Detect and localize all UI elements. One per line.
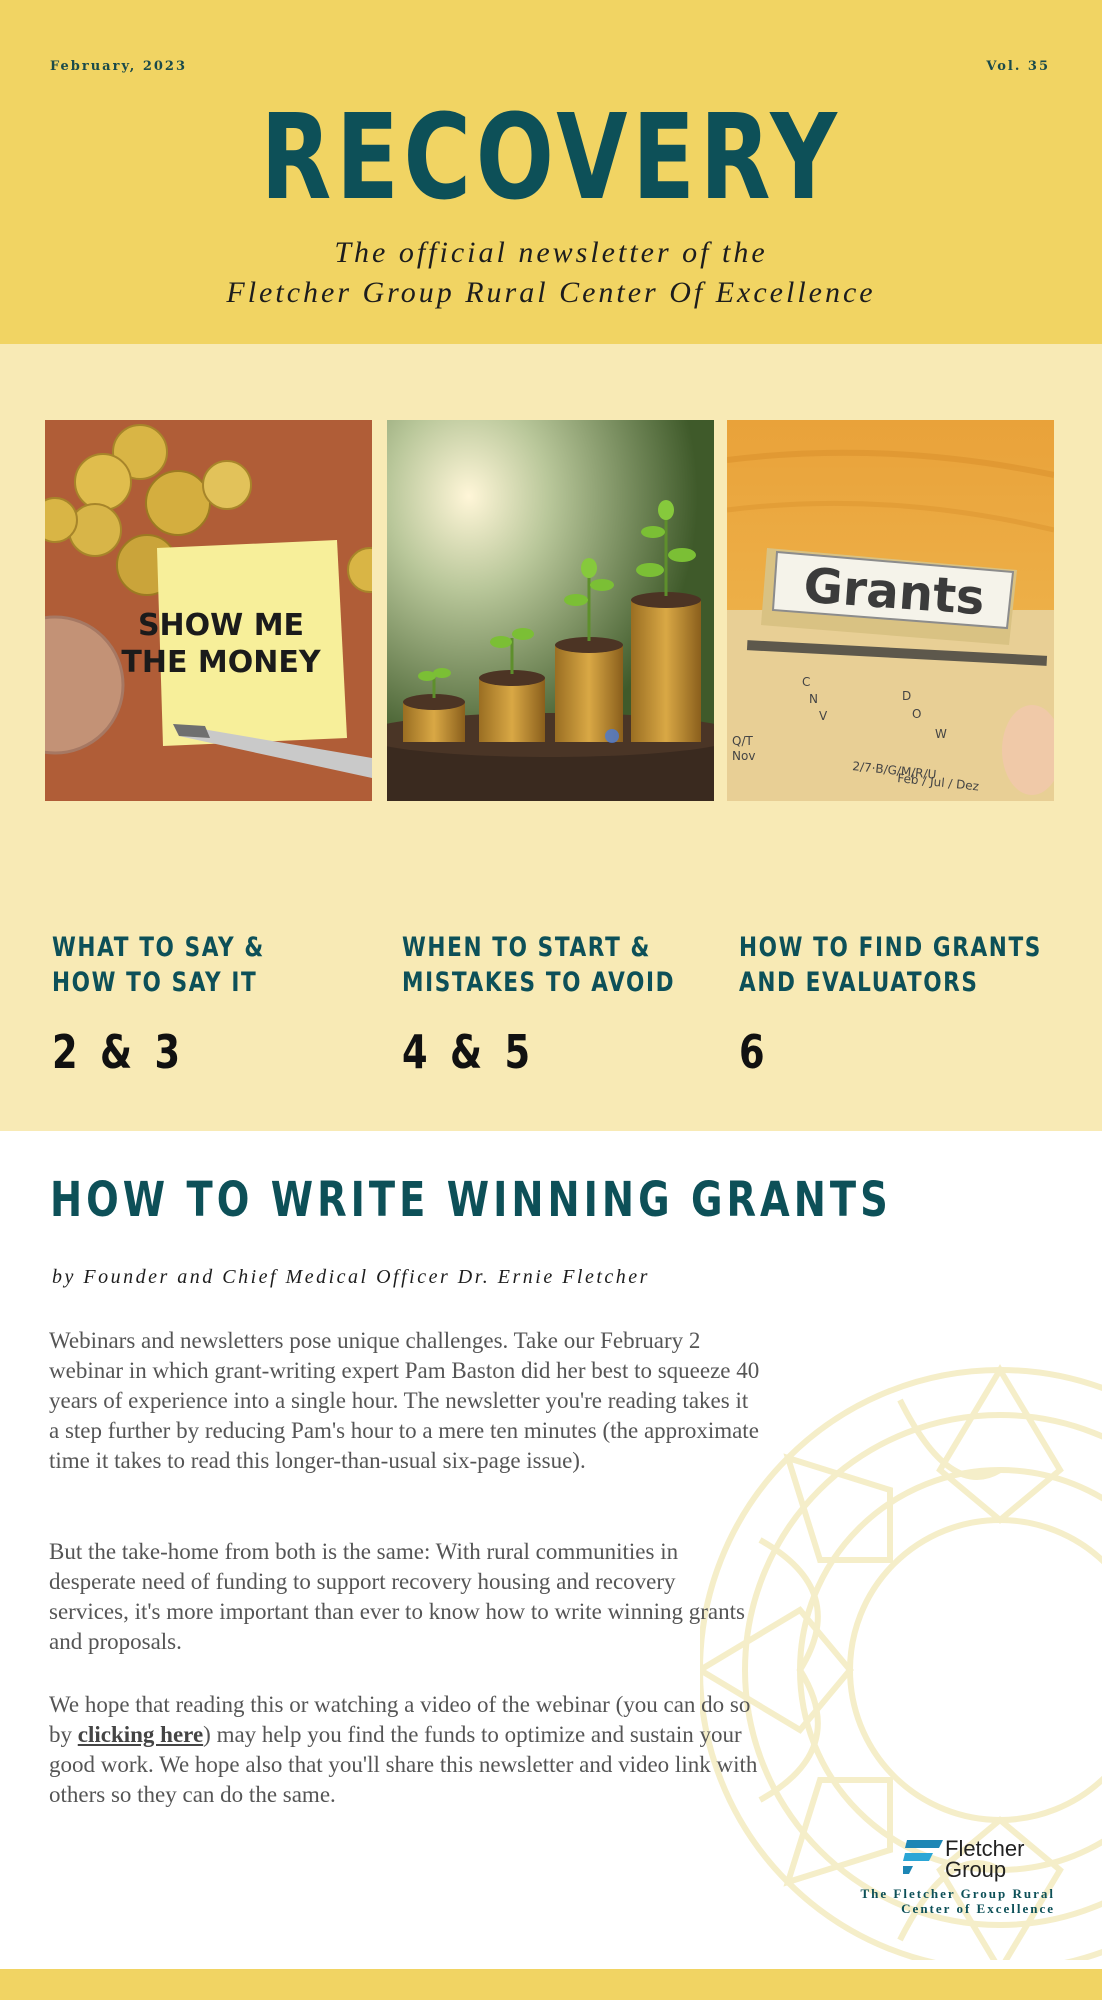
sticky-note-line-2: THE MONEY [121,645,321,680]
fletcher-group-logo-icon [903,1840,943,1876]
svg-text:2/7·B/G/M/R/U: 2/7·B/G/M/R/U [851,759,938,782]
article-paragraph-3 [49,1690,761,1810]
article-paragraph-2: But the take-home from both is the same: With rural communities in desperate need of funding to support recovery housing and recovery services, it's more important than ever to know how to write winning grants and proposals. [49,1539,745,1654]
article-byline: by Founder and Chief Medical Officer Dr. Ernie Fletcher [52,1266,650,1288]
folder-tab-label: Grants [801,557,987,627]
webinar-video-link[interactable]: clicking here [77,1722,204,1747]
toc-page-numbers: 6 [739,1025,770,1079]
svg-text:N: N [809,692,818,706]
photo-grants-folder [727,420,1054,801]
fletcher-group-logo [903,1838,1053,1880]
tagline-line-2: Fletcher Group Rural Center Of Excellence [226,276,876,309]
toc-heading-line-2: HOW TO SAY IT [52,967,258,998]
svg-text:D: D [902,689,912,703]
photo-coin-stacks-art [387,420,714,801]
svg-text:Q/T: Q/T [732,734,753,748]
caption-line-1: The Fletcher Group Rural [860,1886,1055,1901]
svg-text:Nov: Nov [732,749,756,763]
masthead-header [0,0,1102,344]
toc-item-how-to-find-grants [739,930,1075,1080]
newsletter-title: RECOVERY [260,88,842,226]
issue-volume: Vol. 35 [986,59,1050,74]
tagline-line-1: The official newsletter of the [334,236,768,269]
svg-text:V: V [819,709,828,723]
svg-text:Feb / Jul / Dez: Feb / Jul / Dez [896,771,980,794]
toc-heading-line-2: AND EVALUATORS [739,967,979,998]
toc-page-numbers: 4 & 5 [402,1025,535,1079]
toc-item-when-to-start [402,930,738,1080]
toc-heading-line-1: WHAT TO SAY & [52,932,265,963]
paragraph-3-end: ) may help you find the funds to optimize and sustain your good work. We hope also that you'll share this newsletter and video link with others so they can do the same. [49,1722,758,1807]
sticky-note-line-1: SHOW ME [137,608,305,643]
issue-date: February, 2023 [50,59,187,74]
article-paragraph-1: Webinars and newsletters pose unique challenges. Take our February 2 webinar in which grant-writing expert Pam Baston did her best to squeeze 40 years of experience into a single hour. The newsletter you're reading takes it a step further by reducing Pam's hour to a mere ten minutes (the approximate time it takes to read this longer-than-usual six-page issue). [49,1328,760,1473]
article-title: HOW TO WRITE WINNING GRANTS [50,1172,892,1228]
logo-word-2: Group [945,1857,1007,1882]
paragraph-3-start: We hope that reading this or watching a video of the webinar (you can do so by [49,1692,751,1747]
photo-show-me-the-money [45,420,372,801]
photo-show-me-the-money-art [45,420,372,801]
logo-word-1: Fletcher [945,1836,1025,1861]
svg-text:O: O [912,707,922,721]
toc-heading-line-2: MISTAKES TO AVOID [402,967,676,998]
toc-item-what-to-say [52,930,388,1080]
footer-bar [0,1969,1102,2000]
logo-caption [861,1886,1056,1916]
photo-grants-folder-art [727,420,1054,801]
toc-heading-line-1: HOW TO FIND GRANTS [739,932,1042,963]
caption-line-2: Center of Excellence [901,1901,1055,1916]
toc-heading-line-1: WHEN TO START & [402,932,651,963]
svg-text:W: W [935,727,947,741]
svg-text:C: C [802,675,811,689]
photo-coin-stacks-seedlings [387,420,714,801]
toc-page-numbers: 2 & 3 [52,1025,185,1079]
